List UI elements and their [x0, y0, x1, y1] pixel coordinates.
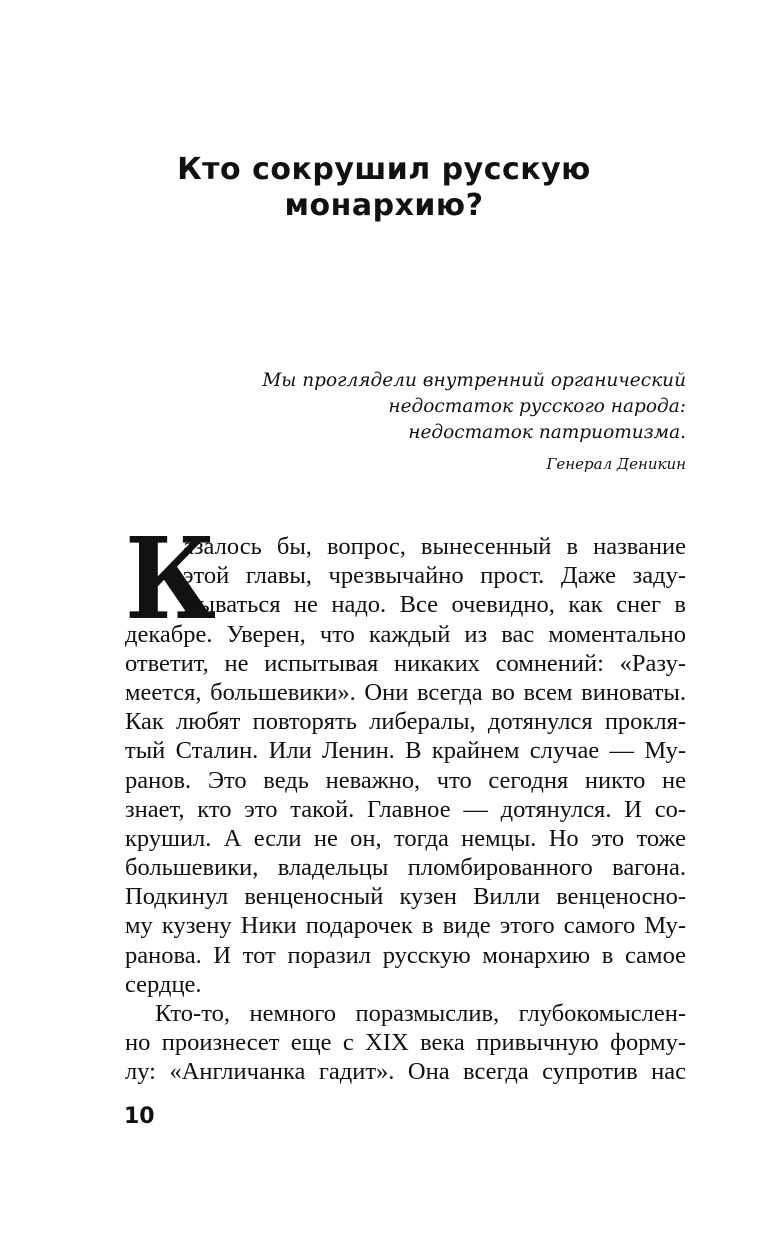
epigraph-line: недостаток патриотизма.	[408, 422, 686, 443]
body-line: знает, кто это такой. Главное — дотянулся. И со-	[125, 795, 686, 823]
drop-cap: К	[125, 512, 214, 645]
body-line: Как любят повторять либералы, дотянулся прокля-	[125, 708, 686, 736]
page-number: 10	[124, 1104, 155, 1129]
body-line: Кто-то, немного поразмыслив, глубокомыслен-	[155, 1000, 686, 1027]
epigraph-line: недостаток русского народа:	[388, 396, 686, 417]
chapter-title-line-2: монархию?	[284, 188, 484, 223]
body-line: Подкинул венценосный кузен Вилли венценосно-	[125, 883, 686, 911]
body-line: тый Сталин. Или Ленин. В крайнем случае — Му-	[125, 737, 686, 765]
body-line: мываться не надо. Все очевидно, как снег в	[183, 591, 686, 619]
body-line: азалось бы, вопрос, вынесенный в название	[183, 533, 686, 560]
body-line: ранов. Это ведь неважно, что сегодня никто не	[125, 766, 686, 794]
body-line: му кузену Ники подарочек в виде этого самого Му-	[125, 912, 686, 940]
epigraph-line: Мы проглядели внутренний органический	[262, 370, 686, 391]
body-line: этой главы, чрезвычайно прост. Даже заду-	[183, 562, 686, 590]
body-text	[125, 512, 686, 1087]
body-line: декабре. Уверен, что каждый из вас моментально	[125, 620, 686, 648]
chapter-title	[0, 152, 768, 224]
epigraph	[226, 368, 686, 446]
epigraph-author: Генерал Деникин	[546, 455, 686, 473]
body-line: меется, большевики». Они всегда во всем виноваты.	[125, 678, 686, 706]
body-line: ранова. И тот поразил русскую монархию в самое	[125, 941, 686, 969]
body-line: сердце.	[125, 970, 202, 998]
body-line: крушил. А если не он, тогда немцы. Но это тоже	[125, 824, 686, 852]
body-line: большевики, владельцы пломбированного вагона.	[125, 854, 686, 882]
chapter-title-line-1: Кто сокрушил русскую	[177, 152, 591, 187]
body-line: но произнесет еще с XIX века привычную форму-	[125, 1029, 686, 1057]
body-line: ответит, не испытывая никаких сомнений: «Разу-	[125, 649, 686, 677]
body-line: лу: «Англичанка гадит». Она всегда супротив нас	[125, 1058, 686, 1086]
